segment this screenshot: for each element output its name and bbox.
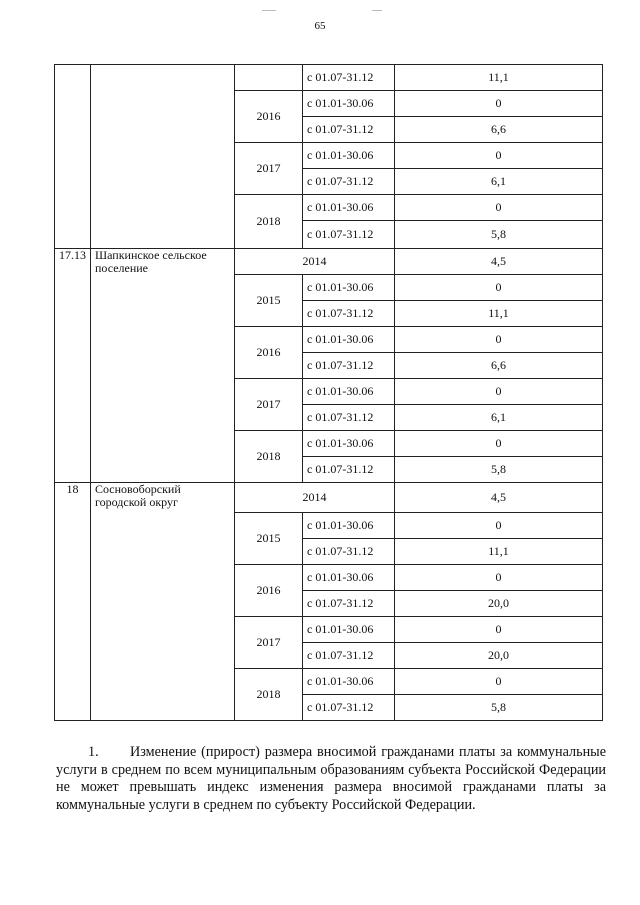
base-value: 4,5	[395, 249, 603, 275]
period-cell: с 01.07-31.12	[303, 353, 395, 379]
scan-artifact	[262, 10, 276, 11]
row-number	[55, 65, 91, 249]
value-cell: 6,6	[395, 353, 603, 379]
value-cell: 0	[395, 275, 603, 301]
year-cell: 2016	[235, 565, 303, 617]
table-row	[55, 249, 603, 275]
period-cell: с 01.07-31.12	[303, 539, 395, 565]
period-cell: с 01.07-31.12	[303, 591, 395, 617]
value-cell: 11,1	[395, 301, 603, 327]
footnote-text: Изменение (прирост) размера вносимой гражданами платы за коммунальные услуги в среднем по всем муниципальным образованиям субъекта Российской Федерации не может превышать индекс изменения размера вносимой гражданами платы за коммунальные услуги в среднем по субъекту Российской Федерации.	[56, 744, 606, 813]
year-cell: 2016	[235, 327, 303, 379]
value-cell: 5,8	[395, 221, 603, 249]
year-cell: 2018	[235, 431, 303, 483]
period-cell: с 01.01-30.06	[303, 379, 395, 405]
municipality-name: Сосновоборский городской округ	[91, 483, 235, 721]
value-cell: 5,8	[395, 457, 603, 483]
value-cell: 0	[395, 565, 603, 591]
tariff-table	[54, 64, 603, 721]
period-cell: с 01.07-31.12	[303, 405, 395, 431]
period-cell: с 01.07-31.12	[303, 301, 395, 327]
value-cell: 6,1	[395, 169, 603, 195]
value-cell: 0	[395, 195, 603, 221]
value-cell: 0	[395, 91, 603, 117]
period-cell: с 01.07-31.12	[303, 169, 395, 195]
period-cell: с 01.01-30.06	[303, 275, 395, 301]
period-cell: с 01.07-31.12	[303, 65, 395, 91]
value-cell: 0	[395, 431, 603, 457]
value-cell: 5,8	[395, 695, 603, 721]
period-cell: с 01.01-30.06	[303, 327, 395, 353]
year-cell: 2015	[235, 275, 303, 327]
year-cell: 2017	[235, 617, 303, 669]
period-cell: с 01.01-30.06	[303, 513, 395, 539]
year-cell: 2018	[235, 195, 303, 249]
period-cell: с 01.01-30.06	[303, 91, 395, 117]
table-row	[55, 65, 603, 91]
scan-artifact	[372, 10, 382, 11]
value-cell: 11,1	[395, 539, 603, 565]
period-cell: с 01.01-30.06	[303, 431, 395, 457]
tariff-table-body	[55, 65, 603, 721]
row-number: 17.13	[55, 249, 91, 483]
period-cell: с 01.07-31.12	[303, 457, 395, 483]
row-number: 18	[55, 483, 91, 721]
year-cell: 2017	[235, 143, 303, 195]
value-cell: 0	[395, 513, 603, 539]
base-year: 2014	[235, 249, 395, 275]
table-row	[55, 483, 603, 513]
municipality-name: Шапкинское сельское поселение	[91, 249, 235, 483]
value-cell: 0	[395, 669, 603, 695]
period-cell: с 01.01-30.06	[303, 669, 395, 695]
year-cell: 2017	[235, 379, 303, 431]
year-cell: 2018	[235, 669, 303, 721]
value-cell: 20,0	[395, 591, 603, 617]
period-cell: с 01.01-30.06	[303, 565, 395, 591]
base-year: 2014	[235, 483, 395, 513]
period-cell: с 01.07-31.12	[303, 695, 395, 721]
value-cell: 0	[395, 379, 603, 405]
year-cell	[235, 65, 303, 91]
value-cell: 0	[395, 327, 603, 353]
value-cell: 6,1	[395, 405, 603, 431]
period-cell: с 01.07-31.12	[303, 643, 395, 669]
value-cell: 0	[395, 143, 603, 169]
municipality-name	[91, 65, 235, 249]
period-cell: с 01.01-30.06	[303, 143, 395, 169]
year-cell: 2015	[235, 513, 303, 565]
year-cell: 2016	[235, 91, 303, 143]
value-cell: 6,6	[395, 117, 603, 143]
footnote-number: 1.	[88, 744, 99, 760]
value-cell: 0	[395, 617, 603, 643]
footnote-paragraph	[56, 744, 606, 814]
value-cell: 20,0	[395, 643, 603, 669]
period-cell: с 01.07-31.12	[303, 117, 395, 143]
period-cell: с 01.01-30.06	[303, 617, 395, 643]
value-cell: 11,1	[395, 65, 603, 91]
period-cell: с 01.01-30.06	[303, 195, 395, 221]
base-value: 4,5	[395, 483, 603, 513]
period-cell: с 01.07-31.12	[303, 221, 395, 249]
page-number: 65	[314, 20, 326, 32]
